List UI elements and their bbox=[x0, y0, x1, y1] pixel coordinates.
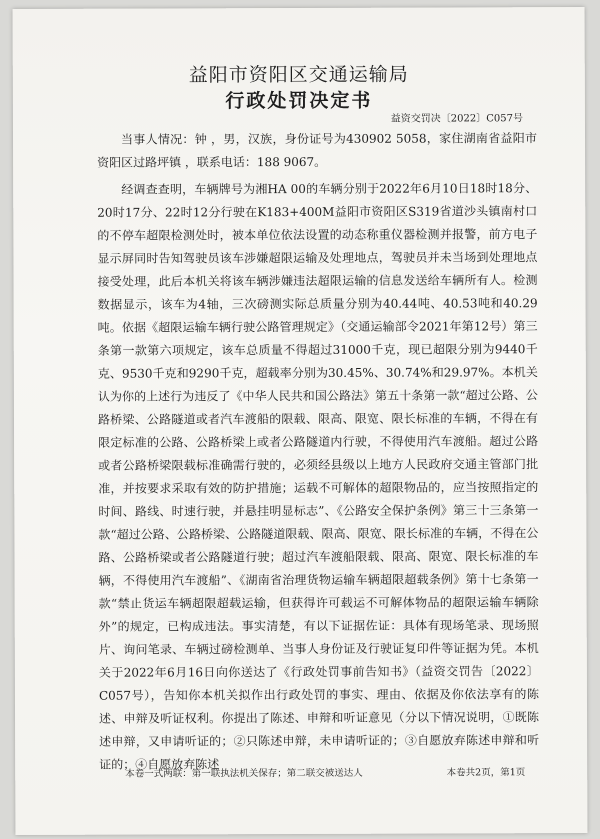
document-title: 行政处罚决定书 bbox=[225, 89, 373, 113]
copies-note: 本卷一式两联：第一联执法机关保存；第二联交被送达人 bbox=[125, 767, 363, 780]
document-body bbox=[97, 127, 539, 777]
page-indicator: 本卷共2页，第1页 bbox=[446, 767, 526, 779]
document-number: 益资交罚决〔2022〕C057号 bbox=[390, 113, 523, 125]
agency-name: 益阳市资阳区交通运输局 bbox=[188, 63, 409, 87]
party-info-paragraph: 当事人情况：钟 ，男，汉族，身份证号为430902 5058，家住湖南省益阳市资阳区过路坪镇 ，联系电话：188 9067。 bbox=[97, 131, 538, 170]
document-page bbox=[13, 7, 588, 835]
page-footer bbox=[125, 764, 525, 779]
investigation-paragraph: 经调查查明，车辆牌号为湘HA 00的车辆分别于2022年6月10日18时18分、20时17分、22时12分行驶在K183+400M益阳市资阳区S319省道沙头镇南村口的不停车超限检测处时，被本单位依法设置的动态称重仪器检测并报警，前方电子显示屏同时告知驾驶员该车涉嫌超限运输及处理地点，驾驶员并未当场到处理地点接受处理，此后本机关将该车辆涉嫌违法超限运输的信息发送给车辆所有人。检测数据显示，该车为4轴，三次磅测实际总质量分别为40.44吨、40.53吨和40.29吨。依据《超限运输车辆行驶公路管理规定》（交通运输部令2021年第12号）第三条第一款第六项规定，该车总质量不得超过31000千克，现已超限分别为9440千克、9530千克和9290千克，超载率分别为30.45%、30.74%和29.97%。本机关认为你的上述行为违反了《中华人民共和国公路法》第五十条第一款“超过公路、公路桥梁、公路隧道或者汽车渡船的限载、限高、限宽、限长标准的车辆，不得在有限定标准的公路、公路桥梁上或者公路隧道内行驶，不得使用汽车渡船。超过公路或者公路桥梁限载标准确需行驶的，必须经县级以上地方人民政府交通主管部门批准，并按要求采取有效的防护措施；运载不可解体的超限物品的，应当按照指定的时间、路线、时速行驶，并悬挂明显标志”、《公路安全保护条例》第三十三条第一款“超过公路、公路桥梁、公路隧道限载、限高、限宽、限长标准的车辆，不得在公路、公路桥梁或者公路隧道行驶；超过汽车渡船限载、限高、限宽、限长标准的车辆，不得使用汽车渡船”、《湖南省治理货物运输车辆超限超载条例》第十七条第一款“禁止货运车辆超限超载运输，但获得许可载运不可解体物品的超限运输车辆除外”的规定，已构成违法。事实清楚，有以下证据佐证：具体有现场笔录、现场照片、询问笔录、车辆过磅检测单、当事人身份证及行驶证复印件等证据为凭。本机关于2022年6月16日向你送达了《行政处罚事前告知书》（益资交罚告〔2022〕C057号），告知你本机关拟作出行政处罚的事实、理由、依据及你依法享有的陈述、申辩及听证权利。你提出了陈述、申辩和听证意见（分以下情况说明，①既陈述申辩，又申请听证的；②只陈述申辩，未申请听证的；③自愿放弃陈述申辩和听证的；④自愿放弃陈述 bbox=[97, 181, 540, 772]
